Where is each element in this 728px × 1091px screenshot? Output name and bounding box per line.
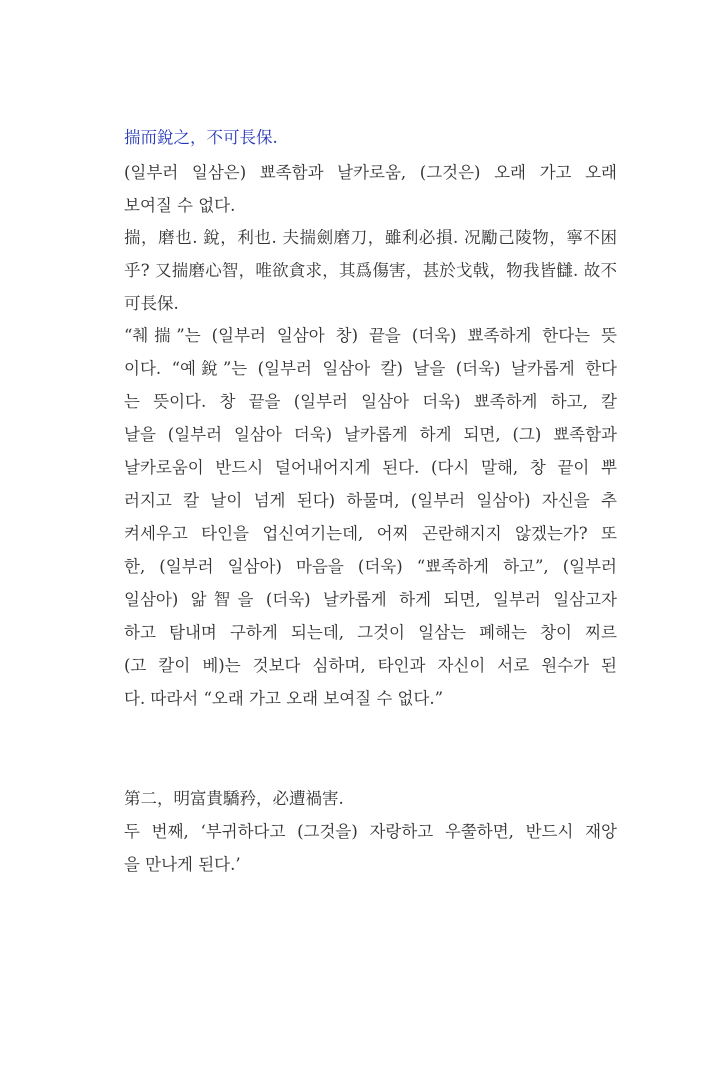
- commentary-korean-line: 한, (일부러 일삼아) 마음을 (더욱) “뾰족하게 하고”, (일부러: [124, 557, 617, 576]
- commentary-hanja-line: 揣，磨也. 銳，利也. 夫揣劍磨刀，雖利必損. 况勵己陵物，寧不困: [124, 228, 617, 247]
- commentary-korean-line: 는 뜻이다. 창 끝을 (일부러 일삼아 더욱) 뾰족하게 하고, 칼: [124, 392, 617, 411]
- section-1-translation-line: (일부러 일삼은) 뾰족함과 날카로움, (그것은) 오래 가고 오래: [124, 163, 617, 182]
- commentary-korean-line: 이다. “예銳”는 (일부러 일삼아 칼) 날을 (더욱) 날카롭게 한다: [124, 359, 617, 378]
- commentary-korean-line: 하고 탐내며 구하게 되는데, 그것이 일삼는 폐해는 창이 찌르: [124, 623, 617, 642]
- section-1-translation-line: 보여질 수 없다.: [124, 196, 236, 215]
- commentary-korean-line: “췌揣”는 (일부러 일삼아 창) 끝을 (더욱) 뾰족하게 한다는 뜻: [124, 326, 617, 345]
- commentary-korean-line: (고 칼이 베)는 것보다 심하며, 타인과 자신이 서로 원수가 된: [124, 656, 617, 675]
- commentary-korean-line: 날을 (일부러 일삼아 더욱) 날카롭게 하게 되면, (그) 뾰족함과: [124, 425, 617, 444]
- section-1-heading: 揣而銳之，不可長保.: [124, 128, 278, 147]
- commentary-korean-line: 켜세우고 타인을 업신여기는데, 어찌 곤란해지지 않겠는가? 또: [124, 524, 617, 543]
- commentary-korean-line: 날카로움이 반드시 덜어내어지게 된다. (다시 말해, 창 끝이 뿌: [124, 458, 617, 477]
- commentary-hanja-line: 可長保.: [124, 294, 179, 313]
- section-2-translation-line: 을 만나게 된다.’: [124, 855, 241, 874]
- commentary-hanja-line: 乎? 又揣磨心智，唯欲貪求，其爲傷害，甚於戈戟，物我皆讎. 故不: [124, 261, 617, 280]
- section-2-heading: 第二，明富貴驕矜，必遭禍害.: [124, 789, 344, 808]
- section-2-translation-line: 두 번째, ‘부귀하다고 (그것을) 자랑하고 우쭐하면, 반드시 재앙: [124, 822, 617, 841]
- commentary-korean-line: 다. 따라서 “오래 가고 오래 보여질 수 없다.”: [124, 689, 444, 708]
- commentary-korean-line: 러지고 칼 날이 넘게 된다) 하물며, (일부러 일삼아) 자신을 추: [124, 491, 617, 510]
- commentary-korean-line: 일삼아) 앎智을 (더욱) 날카롭게 하게 되면, 일부러 일삼고자: [124, 590, 617, 609]
